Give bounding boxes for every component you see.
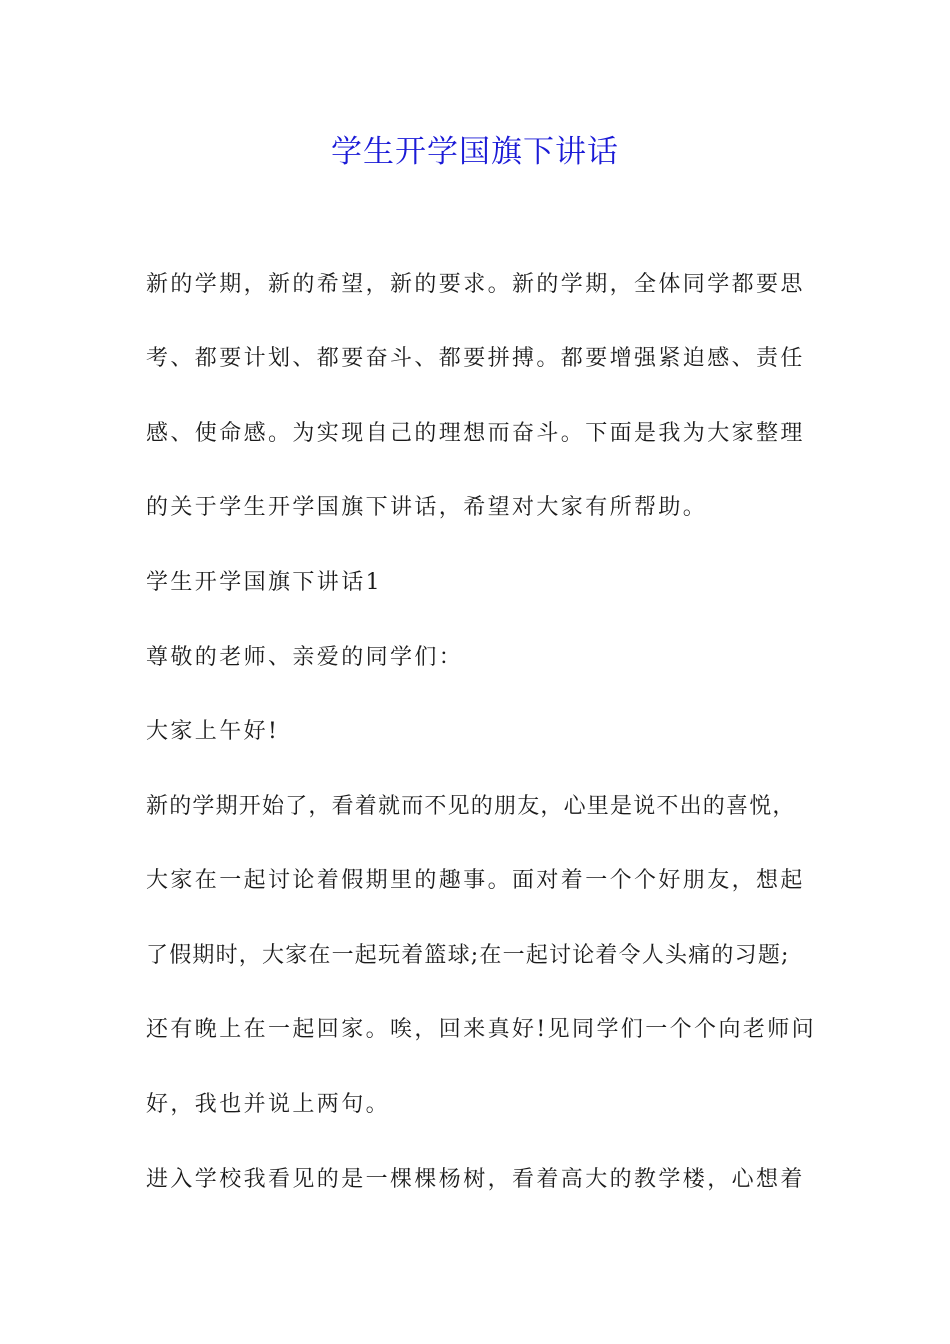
body-line: 进入学校我看见的是一棵棵杨树，看着高大的教学楼，心想着	[146, 1167, 805, 1192]
body-line: 新的学期，新的希望，新的要求。新的学期，全体同学都要思	[146, 272, 805, 297]
body-line: 了假期时，大家在一起玩着篮球;在一起讨论着令人头痛的习题;	[146, 943, 790, 968]
body-line: 还有晚上在一起回家。唉，回来真好!见同学们一个个向老师问	[146, 1017, 817, 1042]
salutation: 尊敬的老师、亲爱的同学们：	[146, 645, 464, 670]
body-line: 的关于学生开学国旗下讲话，希望对大家有所帮助。	[146, 495, 708, 520]
greeting: 大家上午好!	[146, 719, 280, 744]
body-line: 考、都要计划、都要奋斗、都要拼搏。都要增强紧迫感、责任	[146, 346, 805, 371]
body-line: 大家在一起讨论着假期里的趣事。面对着一个个好朋友，想起	[146, 868, 805, 893]
document-title: 学生开学国旗下讲话	[331, 134, 619, 170]
section-heading: 学生开学国旗下讲话1	[146, 570, 382, 595]
body-line: 感、使命感。为实现自己的理想而奋斗。下面是我为大家整理	[146, 421, 805, 446]
body-line: 好，我也并说上两句。	[146, 1092, 391, 1117]
body-line: 新的学期开始了，看着就而不见的朋友，心里是说不出的喜悦，	[146, 794, 796, 819]
